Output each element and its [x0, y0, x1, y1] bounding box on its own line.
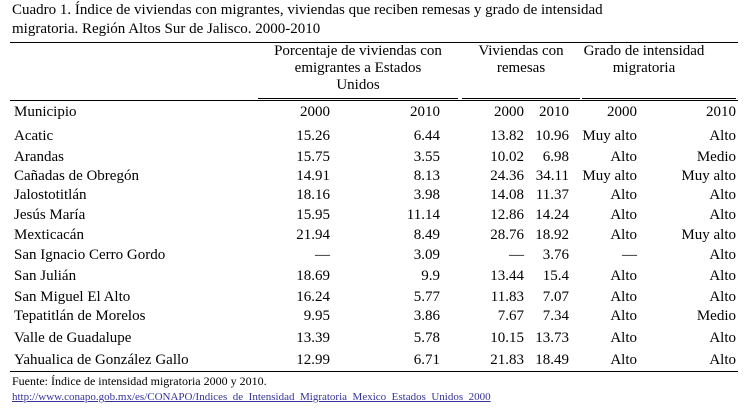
cell-percentage-2010: 8.49: [413, 227, 440, 243]
group-rule-remittances: [462, 98, 580, 99]
cell-municipio: San Julián: [14, 268, 77, 284]
cell-percentage-2000: 15.95: [296, 207, 330, 223]
cell-intensity-2000: Alto: [610, 207, 637, 223]
cell-percentage-2000: 18.69: [296, 268, 330, 284]
header-group-intensity: [582, 43, 706, 77]
cell-remittances-2000: 24.36: [490, 168, 524, 184]
cell-municipio: Arandas: [14, 149, 64, 165]
column-header-2000-intensity: 2000: [607, 104, 637, 120]
group-rule-intensity: [582, 98, 736, 99]
cell-remittances-2000: 12.86: [490, 207, 524, 223]
cell-percentage-2000: 18.16: [296, 187, 330, 203]
cell-remittances-2000: 7.67: [497, 308, 524, 324]
cell-percentage-2010: 3.86: [413, 308, 440, 324]
cell-remittances-2010: 18.92: [535, 227, 569, 243]
header-group-remittances-line-2: remesas: [496, 60, 546, 76]
cell-municipio: Jesús María: [14, 207, 86, 223]
column-header-municipio: Municipio: [14, 104, 77, 120]
cell-remittances-2000: 13.44: [490, 268, 524, 284]
column-header-2010-remittances: 2010: [539, 104, 569, 120]
cell-municipio: Yahualica de González Gallo: [14, 352, 189, 368]
cell-intensity-2010: Muy alto: [681, 227, 736, 243]
cell-intensity-2010: Alto: [709, 207, 736, 223]
cell-percentage-2010: 6.71: [413, 352, 440, 368]
cell-remittances-2010: 18.49: [535, 352, 569, 368]
cell-remittances-2010: 13.73: [535, 330, 569, 346]
table-caption: [12, 1, 742, 39]
cell-intensity-2010: Alto: [709, 128, 736, 144]
cell-percentage-2000: 16.24: [296, 289, 330, 305]
header-group-remittances-line-1: Viviendas con: [478, 43, 564, 59]
cell-municipio: San Ignacio Cerro Gordo: [14, 247, 166, 263]
cell-percentage-2010: 3.09: [413, 247, 440, 263]
header-group-percentage-line-1: Porcentaje de viviendas con: [274, 43, 442, 59]
cell-percentage-2010: 6.44: [413, 128, 440, 144]
cell-remittances-2000: 14.08: [490, 187, 524, 203]
header-group-remittances: [462, 43, 580, 77]
cell-municipio: Tepatitlán de Morelos: [14, 308, 146, 324]
cell-intensity-2000: —: [622, 247, 637, 263]
cell-remittances-2010: 7.07: [542, 289, 569, 305]
column-header-2010-intensity: 2010: [706, 104, 736, 120]
cell-intensity-2010: Medio: [696, 149, 736, 165]
cell-municipio: San Miguel El Alto: [14, 289, 131, 305]
cell-percentage-2000: 15.75: [296, 149, 330, 165]
cell-intensity-2000: Alto: [610, 227, 637, 243]
header-group-intensity-line-1: Grado de intensidad: [583, 43, 705, 59]
caption-line-1: Cuadro 1. Índice de viviendas con migrantes, viviendas que reciben remesas y grado de intensidad: [12, 2, 603, 18]
cell-percentage-2010: 5.78: [413, 330, 440, 346]
cell-percentage-2000: 9.95: [303, 308, 330, 324]
header-rule: [10, 100, 738, 101]
cell-intensity-2010: Alto: [709, 247, 736, 263]
bottom-rule: [10, 371, 738, 372]
cell-intensity-2000: Muy alto: [582, 128, 637, 144]
cell-percentage-2010: 8.13: [413, 168, 440, 184]
source-link[interactable]: http://www.conapo.gob.mx/es/CONAPO/Indices_de_Intensidad_Migratoria_Mexico_Estados_Unidos_2000: [12, 391, 491, 403]
cell-intensity-2000: Alto: [610, 330, 637, 346]
cell-percentage-2010: 11.14: [406, 207, 440, 223]
cell-percentage-2000: 12.99: [296, 352, 330, 368]
cell-intensity-2010: Alto: [709, 352, 736, 368]
cell-remittances-2000: 21.83: [490, 352, 524, 368]
cell-remittances-2010: 3.76: [542, 247, 569, 263]
cell-intensity-2000: Alto: [610, 308, 637, 324]
cell-intensity-2000: Muy alto: [582, 168, 637, 184]
cell-remittances-2000: 10.15: [490, 330, 524, 346]
cell-intensity-2010: Alto: [709, 289, 736, 305]
cell-percentage-2010: 9.9: [421, 268, 440, 284]
cell-percentage-2000: 13.39: [296, 330, 330, 346]
cell-intensity-2010: Alto: [709, 330, 736, 346]
cell-percentage-2000: 14.91: [296, 168, 330, 184]
column-header-2000-remittances: 2000: [494, 104, 524, 120]
column-header-2010-percentage: 2010: [410, 104, 440, 120]
cell-remittances-2010: 15.4: [542, 268, 569, 284]
cell-percentage-2000: —: [315, 247, 330, 263]
cell-remittances-2010: 10.96: [535, 128, 569, 144]
cell-remittances-2010: 7.34: [542, 308, 569, 324]
source-note: Fuente: Índice de intensidad migratoria 2000 y 2010.: [12, 374, 267, 388]
cell-remittances-2000: 10.02: [490, 149, 524, 165]
cell-percentage-2010: 5.77: [413, 289, 440, 305]
cell-remittances-2010: 34.11: [535, 168, 569, 184]
cell-remittances-2000: 11.83: [490, 289, 524, 305]
cell-remittances-2000: 28.76: [490, 227, 524, 243]
cell-remittances-2000: 13.82: [490, 128, 524, 144]
header-group-intensity-line-2: migratoria: [612, 60, 676, 76]
cell-percentage-2010: 3.55: [413, 149, 440, 165]
header-group-percentage: [258, 43, 458, 94]
cell-municipio: Mexticacán: [14, 227, 84, 243]
cell-municipio: Jalostotitlán: [14, 187, 87, 203]
caption-line-2: migratoria. Región Altos Sur de Jalisco. 2000-2010: [12, 21, 321, 37]
cell-intensity-2000: Alto: [610, 149, 637, 165]
cell-intensity-2010: Alto: [709, 268, 736, 284]
cell-intensity-2000: Alto: [610, 187, 637, 203]
cell-percentage-2000: 21.94: [296, 227, 330, 243]
cell-intensity-2010: Muy alto: [681, 168, 736, 184]
cell-intensity-2000: Alto: [610, 352, 637, 368]
column-header-2000-percentage: 2000: [300, 104, 330, 120]
cell-percentage-2000: 15.26: [296, 128, 330, 144]
cell-municipio: Cañadas de Obregón: [14, 168, 139, 184]
cell-intensity-2000: Alto: [610, 268, 637, 284]
header-group-percentage-line-2: emigrantes a Estados: [294, 60, 422, 76]
cell-remittances-2010: 6.98: [542, 149, 569, 165]
cell-intensity-2000: Alto: [610, 289, 637, 305]
cell-percentage-2010: 3.98: [413, 187, 440, 203]
cell-intensity-2010: Alto: [709, 187, 736, 203]
cell-intensity-2010: Medio: [696, 308, 736, 324]
cell-remittances-2010: 14.24: [535, 207, 569, 223]
header-group-percentage-line-3: Unidos: [336, 77, 380, 93]
cell-municipio: Acatic: [14, 128, 54, 144]
group-rule-percentage: [258, 98, 458, 99]
cell-remittances-2010: 11.37: [535, 187, 569, 203]
cell-remittances-2000: —: [509, 247, 524, 263]
cell-municipio: Valle de Guadalupe: [14, 330, 132, 346]
